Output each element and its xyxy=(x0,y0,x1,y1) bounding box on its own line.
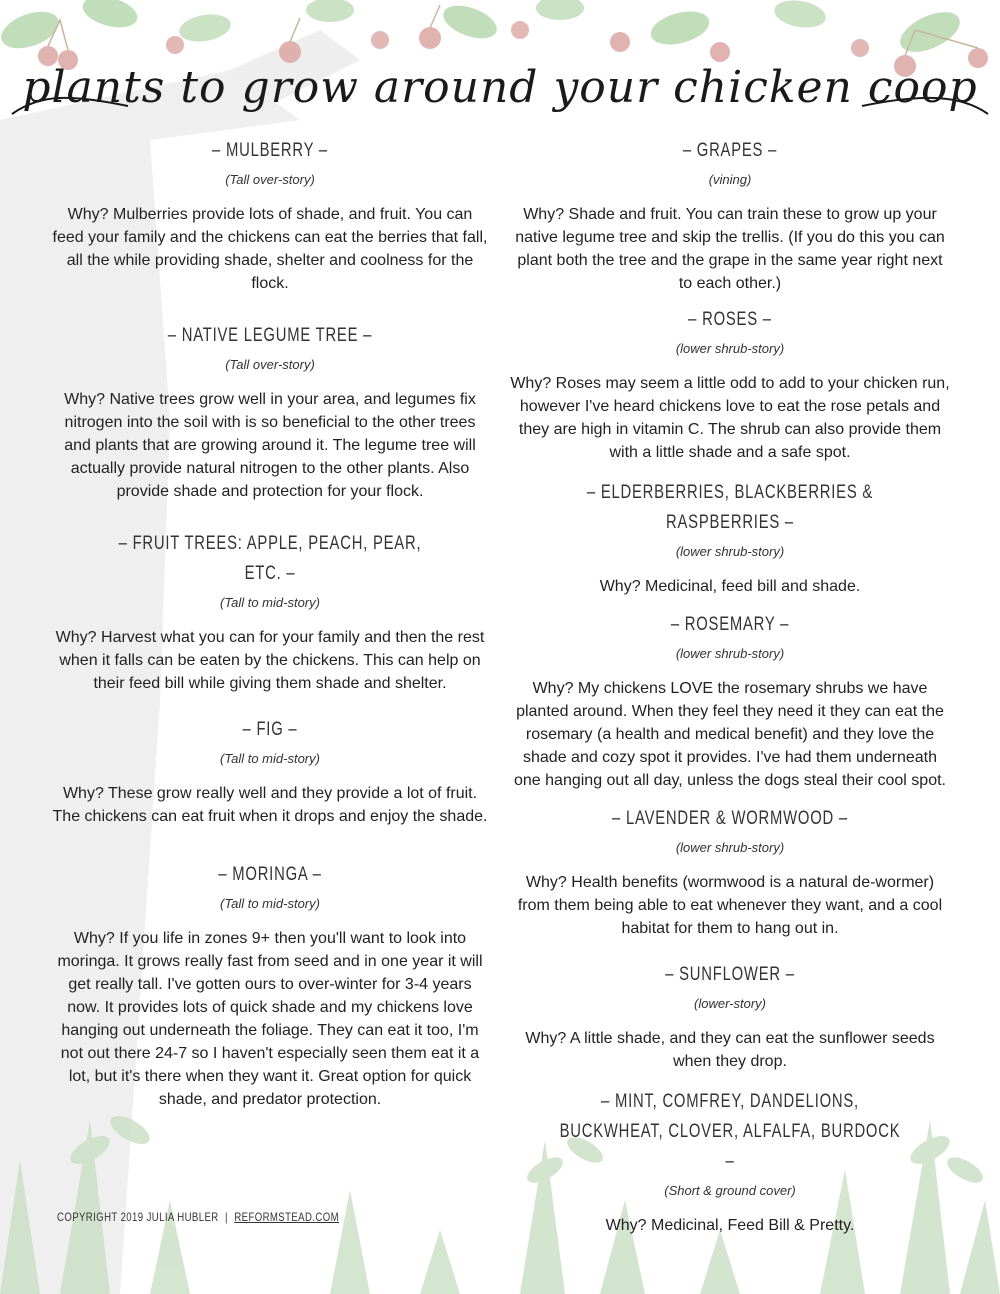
section-heading: – SUNFLOWER – xyxy=(665,964,795,985)
plant-section-mulberry xyxy=(50,136,490,295)
story-label: (lower shrub-story) xyxy=(675,646,785,661)
plant-section-sunflower xyxy=(510,960,950,1073)
section-text: Why? Medicinal, Feed Bill & Pretty. xyxy=(605,1217,855,1234)
section-heading: – GRAPES – xyxy=(682,140,778,161)
section-text: Why? Harvest what you can for your family and then the rest when it falls can be eaten by the chickens. This can help on their feed bill while giving them shade and shelter. xyxy=(55,629,485,692)
story-label: (Tall over-story) xyxy=(225,172,315,187)
section-heading: – FIG – xyxy=(242,719,298,740)
site-link[interactable]: REFORMSTEAD.COM xyxy=(234,1210,339,1224)
section-text: Why? Shade and fruit. You can train these to grow up your native legume tree and skip the trellis. (If you do this you can plant both the tree and the grape in the same year right next to each other.) xyxy=(515,206,945,292)
story-label: (Short & ground cover) xyxy=(664,1183,796,1198)
plant-section-moringa xyxy=(50,860,490,1111)
story-label: (Tall to mid-story) xyxy=(220,751,320,766)
story-label: (Tall to mid-story) xyxy=(220,595,320,610)
plant-section-fruit-trees xyxy=(50,529,490,695)
story-label: (lower-story) xyxy=(694,996,766,1011)
plant-section-lavender-wormwood xyxy=(510,804,950,940)
section-text: Why? My chickens LOVE the rosemary shrubs we have planted around. When they feel they need it they can eat the rosemary (a health and medical benefit) and they love the shade and cozy spot it provides. I've had them underneath one hanging out all day, unless the dogs steal their cool spot. xyxy=(514,680,946,789)
section-heading: – FRUIT TREES: APPLE, PEACH, PEAR, ETC. – xyxy=(118,533,422,584)
section-text: Why? Native trees grow well in your area, and legumes fix nitrogen into the soil with is so beneficial to the other trees and plants that are growing around it. The legume tree will actually provide natural nitrogen to the other plants. Also provide shade and protection for your flock. xyxy=(64,391,476,500)
section-text: Why? If you life in zones 9+ then you'll want to look into moringa. It grows really fast from seed and in one year it will get really tall. I've gotten ours to over-winter for 3-4 years now. It provides lots of quick shade and my chickens love hanging out underneath the foliage. They can eat it too, I'm not out there 24-7 so I haven't especially seen them eat it a lot, but it's there when they want it. Great option for quick shade, and predator protection. xyxy=(57,930,483,1108)
story-label: (Tall to mid-story) xyxy=(220,896,320,911)
story-label: (vining) xyxy=(708,172,752,187)
copyright-text: COPYRIGHT 2019 JULIA HUBLER xyxy=(57,1210,219,1224)
section-heading: – LAVENDER & WORMWOOD – xyxy=(612,808,848,829)
story-label: (lower shrub-story) xyxy=(675,840,785,855)
story-label: (lower shrub-story) xyxy=(675,544,785,559)
section-heading: – MINT, COMFREY, DANDELIONS, BUCKWHEAT, CLOVER, ALFALFA, BURDOCK – xyxy=(559,1091,901,1172)
left-column xyxy=(50,136,490,1111)
section-text: Why? Roses may seem a little odd to add to your chicken run, however I've heard chickens love to eat the rose petals and they are high in vitamin C. The shrub can also provide them with a little shade and a safe spot. xyxy=(510,375,950,461)
right-column xyxy=(510,136,950,1237)
section-heading: – ELDERBERRIES, BLACKBERRIES & RASPBERRIES – xyxy=(586,482,874,533)
story-label: (lower shrub-story) xyxy=(675,341,785,356)
plant-section-ground-cover xyxy=(510,1087,950,1237)
section-heading: – MULBERRY – xyxy=(212,140,328,161)
footer xyxy=(57,1210,339,1224)
plant-section-grapes xyxy=(510,136,950,295)
section-text: Why? Medicinal, feed bill and shade. xyxy=(599,578,861,595)
story-label: (Tall over-story) xyxy=(225,357,315,372)
plant-section-fig xyxy=(50,715,490,828)
footer-separator: | xyxy=(225,1210,228,1224)
section-text: Why? Health benefits (wormwood is a natural de-wormer) from them being able to eat whenever they want, and a cool habitat for them to hang out in. xyxy=(517,874,943,937)
section-text: Why? These grow really well and they provide a lot of fruit. The chickens can eat fruit when it drops and enjoy the shade. xyxy=(52,785,488,825)
plant-section-rosemary xyxy=(510,610,950,792)
section-heading: – MORINGA – xyxy=(218,864,322,885)
section-text: Why? A little shade, and they can eat the sunflower seeds when they drop. xyxy=(525,1030,935,1070)
section-heading: – ROSES – xyxy=(688,309,772,330)
section-text: Why? Mulberries provide lots of shade, and fruit. You can feed your family and the chickens can eat the berries that fall, all the while providing shade, shelter and coolness for the flock. xyxy=(52,206,488,292)
plant-section-native-legume-tree xyxy=(50,321,490,503)
section-heading: – ROSEMARY – xyxy=(670,614,790,635)
page-title: plants to grow around your chicken coop xyxy=(22,62,978,113)
plant-section-roses xyxy=(510,305,950,464)
section-heading: – NATIVE LEGUME TREE – xyxy=(167,325,373,346)
plant-section-berries xyxy=(510,478,950,598)
